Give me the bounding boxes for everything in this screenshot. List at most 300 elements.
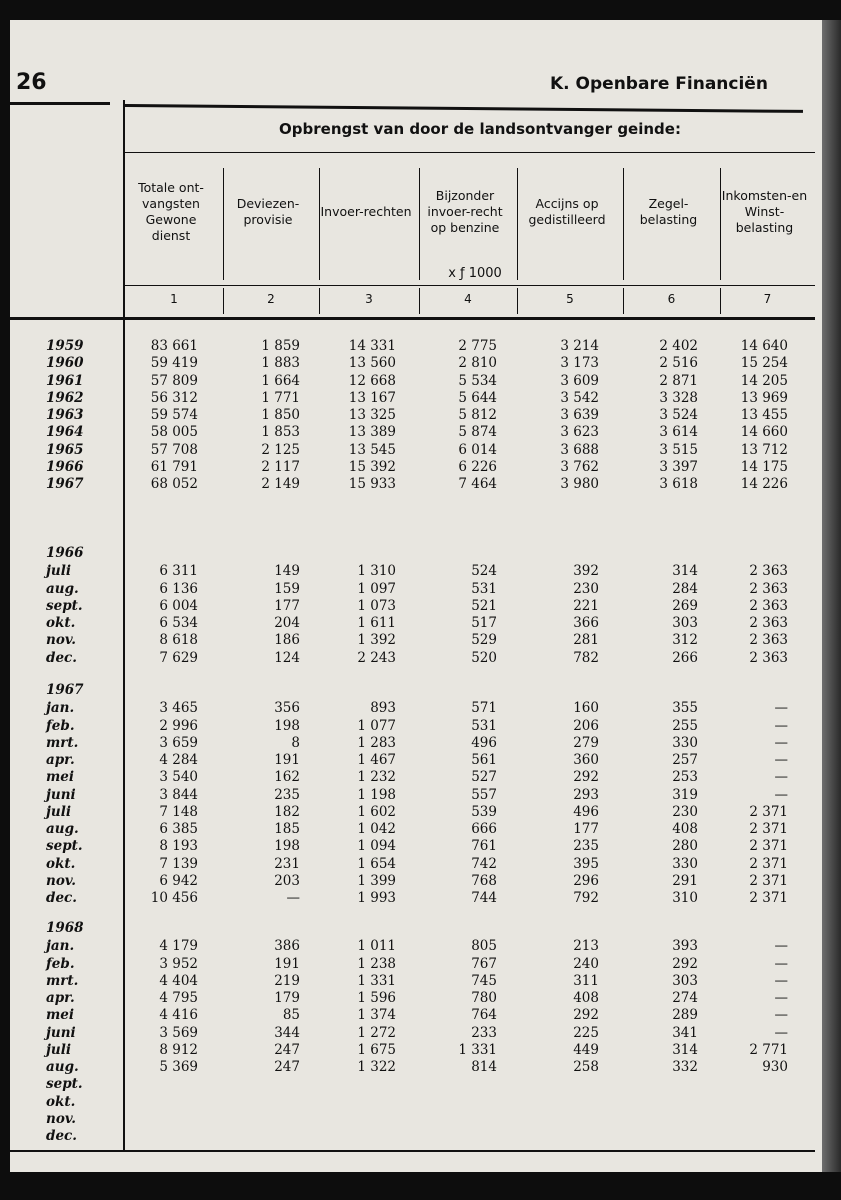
cell-col-1: 8 193 [159, 838, 198, 855]
table-row [10, 1076, 822, 1093]
cell-col-1: 10 456 [150, 890, 198, 906]
cell-col-6: 310 [672, 890, 698, 906]
cell-col-4: 6 014 [458, 441, 497, 458]
cell-col-6: 269 [672, 597, 698, 614]
column-number-divider [223, 288, 224, 314]
cell-col-7: 14 205 [740, 372, 788, 389]
cell-col-4: 814 [471, 1059, 497, 1075]
cell-col-4: 767 [471, 955, 497, 972]
table-row [10, 769, 822, 786]
cell-col-7: 2 363 [749, 615, 788, 631]
cell-col-2: 1 850 [261, 407, 300, 423]
row-label: apr. [46, 990, 75, 1006]
cell-col-3: 15 933 [348, 476, 396, 492]
cell-col-5: 281 [573, 632, 599, 649]
cell-col-2: 191 [274, 955, 300, 972]
top-rule-right [123, 104, 803, 113]
cell-col-6: 355 [672, 700, 698, 717]
cell-col-7: — [774, 955, 788, 972]
cell-col-7: — [774, 700, 788, 717]
row-label: apr. [46, 752, 75, 768]
row-label: juni [46, 786, 76, 803]
chapter-title: K. Openbare Financiën [550, 74, 768, 94]
cell-col-5: 3 623 [560, 424, 599, 441]
cell-col-6: 3 328 [659, 389, 698, 406]
cell-col-7: — [774, 1024, 788, 1041]
cell-col-3: 1 310 [357, 563, 396, 580]
cell-col-1: 4 404 [159, 972, 198, 989]
column-header-1: Totale ont-vangsten Gewone dienst [138, 180, 204, 243]
table-row [10, 787, 822, 804]
table-row [10, 615, 822, 632]
table-row [10, 598, 822, 615]
table-row [10, 338, 822, 355]
row-label: aug. [46, 821, 79, 837]
row-label: 1967 [46, 476, 84, 492]
cell-col-4: 5 812 [458, 407, 497, 423]
cell-col-1: 6 311 [159, 563, 198, 580]
cell-col-2: 1 883 [261, 355, 300, 372]
row-label: sept. [46, 838, 83, 855]
cell-col-1: 68 052 [150, 476, 198, 492]
row-label: 1960 [46, 355, 84, 372]
cell-col-3: 1 238 [357, 955, 396, 972]
cell-col-1: 83 661 [150, 338, 198, 354]
cell-col-6: 393 [672, 938, 698, 955]
cell-col-7: 2 371 [749, 855, 788, 872]
cell-col-1: 6 004 [159, 597, 198, 614]
cell-col-5: 177 [573, 821, 599, 837]
cell-col-4: 6 226 [458, 458, 497, 475]
cell-col-3: 1 596 [357, 990, 396, 1006]
cell-col-7: 2 371 [749, 872, 788, 889]
row-label: juli [46, 803, 71, 820]
table-row [10, 390, 822, 407]
table-row [10, 804, 822, 821]
cell-col-6: 2 402 [659, 338, 698, 354]
cell-col-6: 292 [672, 955, 698, 972]
column-number-divider [517, 288, 518, 314]
cell-col-4: 761 [471, 838, 497, 855]
cell-col-1: 59 419 [150, 355, 198, 372]
cell-col-1: 4 179 [159, 938, 198, 955]
row-label: okt. [46, 1093, 76, 1110]
cell-col-4: 5 534 [458, 372, 497, 389]
cell-col-2: 356 [274, 700, 300, 717]
cell-col-3: 1 602 [357, 803, 396, 820]
cell-col-3: 13 545 [348, 441, 396, 458]
cell-col-5: 230 [573, 580, 599, 597]
table-row [10, 407, 822, 424]
cell-col-5: 311 [573, 972, 599, 989]
cell-col-4: 7 464 [458, 476, 497, 492]
cell-col-7: 930 [762, 1059, 788, 1075]
column-number-4: 4 [464, 292, 472, 306]
row-label: jan. [46, 938, 75, 955]
cell-col-5: 258 [573, 1059, 599, 1075]
header-rule [125, 285, 815, 286]
cell-col-5: 206 [573, 717, 599, 734]
column-header-7: Inkomsten-en Winst-belasting [721, 188, 808, 235]
cell-col-2: 247 [274, 1041, 300, 1058]
cell-col-6: 303 [672, 972, 698, 989]
cell-col-1: 5 369 [159, 1059, 198, 1075]
table-row [10, 856, 822, 873]
cell-col-1: 2 996 [159, 717, 198, 734]
cell-col-5: 240 [573, 955, 599, 972]
table-row [10, 821, 822, 838]
cell-col-6: 253 [672, 769, 698, 786]
column-divider [223, 168, 224, 280]
cell-col-4: 527 [471, 769, 497, 786]
cell-col-6: 314 [672, 563, 698, 580]
cell-col-2: 191 [274, 752, 300, 768]
cell-col-1: 57 708 [150, 441, 198, 458]
column-divider [517, 168, 518, 280]
cell-col-5: 366 [573, 615, 599, 631]
cell-col-2: 85 [282, 1007, 300, 1024]
cell-col-6: 3 524 [659, 407, 698, 423]
cell-col-2: 198 [274, 717, 300, 734]
cell-col-2: 219 [274, 972, 300, 989]
year-group-label [10, 682, 822, 699]
column-header-2: Deviezen-provisie [236, 196, 300, 227]
row-label: dec. [46, 890, 77, 906]
cell-col-6: 312 [672, 632, 698, 649]
table-row [10, 373, 822, 390]
cell-col-6: 303 [672, 615, 698, 631]
row-label: sept. [46, 1076, 83, 1093]
cell-col-3: 1 198 [357, 786, 396, 803]
cell-col-2: 8 [291, 734, 300, 751]
cell-col-3: 1 675 [357, 1041, 396, 1058]
cell-col-4: 496 [471, 734, 497, 751]
cell-col-1: 58 005 [150, 424, 198, 441]
row-label: mei [46, 1007, 75, 1024]
cell-col-1: 3 569 [159, 1024, 198, 1041]
cell-col-3: 13 389 [348, 424, 396, 441]
cell-col-5: 296 [573, 872, 599, 889]
table-row [10, 890, 822, 907]
row-label: 1964 [46, 424, 84, 441]
cell-col-2: 124 [274, 649, 300, 666]
cell-col-3: 14 331 [348, 338, 396, 354]
cell-col-1: 7 148 [159, 803, 198, 820]
cell-col-5: 213 [573, 938, 599, 955]
cell-col-2: 198 [274, 838, 300, 855]
row-label: nov. [46, 872, 77, 889]
cell-col-4: 780 [471, 990, 497, 1006]
cell-col-6: 257 [672, 752, 698, 768]
cell-col-1: 59 574 [150, 407, 198, 423]
cell-col-5: 408 [573, 990, 599, 1006]
column-number-7: 7 [763, 292, 772, 306]
cell-col-4: 5 874 [458, 424, 497, 441]
table-row [10, 956, 822, 973]
row-label: nov. [46, 632, 77, 649]
column-divider [623, 168, 624, 280]
cell-col-6: 408 [672, 821, 698, 837]
cell-col-3: 1 011 [357, 938, 396, 955]
cell-col-3: 1 993 [357, 890, 396, 906]
cell-col-4: 2 810 [458, 355, 497, 372]
cell-col-4: 745 [471, 972, 497, 989]
cell-col-3: 1 283 [357, 734, 396, 751]
cell-col-3: 1 331 [357, 972, 396, 989]
table-row [10, 1111, 822, 1128]
cell-col-5: 293 [573, 786, 599, 803]
column-header-4: Bijzonder invoer-recht op benzine [427, 188, 503, 235]
table-row [10, 990, 822, 1007]
cell-col-3: 1 611 [357, 615, 396, 631]
row-label: 1966 [46, 458, 84, 475]
column-header-3: Invoer-rechten [320, 204, 412, 219]
cell-col-3: 1 392 [357, 632, 396, 649]
table-row [10, 476, 822, 493]
cell-col-2: 204 [274, 615, 300, 631]
cell-col-3: 1 232 [357, 769, 396, 786]
cell-col-3: 1 073 [357, 597, 396, 614]
cell-col-7: 2 371 [749, 803, 788, 820]
cell-col-6: 289 [672, 1007, 698, 1024]
cell-col-2: 1 771 [261, 389, 300, 406]
cell-col-4: 524 [471, 563, 497, 580]
table-row [10, 1128, 822, 1145]
cell-col-5: 160 [573, 700, 599, 717]
cell-col-5: 449 [573, 1041, 599, 1058]
cell-col-7: 14 660 [740, 424, 788, 441]
cell-col-3: 1 467 [357, 752, 396, 768]
cell-col-2: 149 [274, 563, 300, 580]
cell-col-7: — [774, 786, 788, 803]
cell-col-6: 230 [672, 803, 698, 820]
top-rule [10, 102, 110, 105]
table-row [10, 735, 822, 752]
row-label: aug. [46, 580, 79, 597]
cell-col-6: 314 [672, 1041, 698, 1058]
cell-col-1: 56 312 [150, 389, 198, 406]
row-label: 1962 [46, 389, 84, 406]
row-label: dec. [46, 649, 77, 666]
cell-col-6: 332 [672, 1059, 698, 1075]
cell-col-4: 517 [471, 615, 497, 631]
row-label: mrt. [46, 972, 79, 989]
main-header: Opbrengst van door de landsontvanger geinde: [279, 120, 681, 138]
cell-col-5: 3 609 [560, 372, 599, 389]
cell-col-1: 57 809 [150, 372, 198, 389]
cell-col-6: 284 [672, 580, 698, 597]
cell-col-1: 3 844 [159, 786, 198, 803]
cell-col-5: 292 [573, 769, 599, 786]
cell-col-2: 203 [274, 872, 300, 889]
column-number-3: 3 [365, 292, 373, 306]
cell-col-5: 235 [573, 838, 599, 855]
row-label: juli [46, 1041, 71, 1058]
cell-col-3: 1 042 [357, 821, 396, 837]
row-label: juni [46, 1024, 76, 1041]
cell-col-4: 1 331 [458, 1041, 497, 1058]
cell-col-6: 3 397 [659, 458, 698, 475]
row-label: okt. [46, 855, 76, 872]
column-number-divider [319, 288, 320, 314]
table-row [10, 873, 822, 890]
cell-col-1: 3 659 [159, 734, 198, 751]
cell-col-4: 744 [471, 890, 497, 906]
column-divider [319, 168, 320, 280]
cell-col-4: 666 [471, 821, 497, 837]
cell-col-5: 221 [573, 597, 599, 614]
cell-col-7: 14 175 [740, 458, 788, 475]
cell-col-7: 13 969 [740, 389, 788, 406]
table-row [10, 1059, 822, 1076]
cell-col-4: 531 [471, 580, 497, 597]
table-row [10, 581, 822, 598]
cell-col-2: 235 [274, 786, 300, 803]
table-row [10, 424, 822, 441]
cell-col-5: 3 980 [560, 476, 599, 492]
cell-col-2: 182 [274, 803, 300, 820]
cell-col-7: 2 363 [749, 580, 788, 597]
cell-col-6: 291 [672, 872, 698, 889]
column-number-1: 1 [170, 292, 178, 306]
column-number-rule [10, 317, 815, 320]
cell-col-4: 805 [471, 938, 497, 955]
cell-col-7: 2 363 [749, 597, 788, 614]
cell-col-7: 13 455 [740, 407, 788, 423]
year-label: 1968 [46, 920, 84, 936]
cell-col-6: 2 516 [659, 355, 698, 372]
column-divider [419, 168, 420, 280]
unit-label: x ƒ 1000 [448, 266, 502, 281]
cell-col-7: — [774, 769, 788, 786]
cell-col-5: 279 [573, 734, 599, 751]
cell-col-3: 1 094 [357, 838, 396, 855]
cell-col-2: 159 [274, 580, 300, 597]
cell-col-3: 12 668 [348, 372, 396, 389]
cell-col-1: 7 139 [159, 855, 198, 872]
column-header-6: Zegel-belasting [639, 196, 698, 227]
row-label: 1961 [46, 372, 84, 389]
year-label: 1967 [46, 682, 84, 698]
cell-col-5: 3 173 [560, 355, 599, 372]
cell-col-5: 3 762 [560, 458, 599, 475]
cell-col-7: — [774, 990, 788, 1006]
cell-col-2: 2 149 [261, 476, 300, 492]
row-label: feb. [46, 955, 75, 972]
cell-col-7: — [774, 1007, 788, 1024]
cell-col-1: 3 952 [159, 955, 198, 972]
year-group-label [10, 545, 822, 562]
cell-col-1: 8 912 [159, 1041, 198, 1058]
table-row [10, 563, 822, 580]
cell-col-4: 539 [471, 803, 497, 820]
column-number-divider [720, 288, 721, 314]
year-group-label [10, 920, 822, 937]
row-label: nov. [46, 1110, 77, 1127]
cell-col-1: 4 416 [159, 1007, 198, 1024]
cell-col-3: 15 392 [348, 458, 396, 475]
cell-col-7: — [774, 752, 788, 768]
cell-col-1: 61 791 [150, 458, 198, 475]
cell-col-6: 341 [672, 1024, 698, 1041]
column-divider [720, 168, 721, 280]
cell-col-2: 162 [274, 769, 300, 786]
row-label: aug. [46, 1059, 79, 1075]
cell-col-2: 177 [274, 597, 300, 614]
cell-col-4: 233 [471, 1024, 497, 1041]
cell-col-7: 15 254 [740, 355, 788, 372]
cell-col-2: 386 [274, 938, 300, 955]
cell-col-2: 179 [274, 990, 300, 1006]
cell-col-6: 280 [672, 838, 698, 855]
main-header-rule [125, 152, 815, 153]
cell-col-7: — [774, 717, 788, 734]
table-row [10, 838, 822, 855]
cell-col-3: 893 [370, 700, 396, 717]
cell-col-3: 1 322 [357, 1059, 396, 1075]
cell-col-7: 14 226 [740, 476, 788, 492]
page-number: 26 [16, 70, 47, 95]
cell-col-7: — [774, 972, 788, 989]
cell-col-1: 4 795 [159, 990, 198, 1006]
cell-col-1: 4 284 [159, 752, 198, 768]
cell-col-3: 1 374 [357, 1007, 396, 1024]
cell-col-2: 1 853 [261, 424, 300, 441]
cell-col-2: 2 125 [261, 441, 300, 458]
cell-col-2: 1 859 [261, 338, 300, 354]
table-row [10, 1042, 822, 1059]
cell-col-2: — [286, 890, 300, 906]
row-label: sept. [46, 597, 83, 614]
table-row [10, 752, 822, 769]
cell-col-1: 6 385 [159, 821, 198, 837]
cell-col-4: 531 [471, 717, 497, 734]
page-edge-shadow [822, 20, 841, 1172]
cell-col-7: 13 712 [740, 441, 788, 458]
table-row [10, 938, 822, 955]
cell-col-4: 521 [471, 597, 497, 614]
cell-col-4: 764 [471, 1007, 497, 1024]
cell-col-2: 231 [274, 855, 300, 872]
cell-col-7: 14 640 [740, 338, 788, 354]
table-row [10, 1007, 822, 1024]
cell-col-6: 2 871 [659, 372, 698, 389]
cell-col-6: 255 [672, 717, 698, 734]
cell-col-1: 3 465 [159, 700, 198, 717]
cell-col-3: 13 560 [348, 355, 396, 372]
cell-col-7: 2 771 [749, 1041, 788, 1058]
cell-col-4: 520 [471, 649, 497, 666]
column-header-5: Accijns op gedistilleerd [528, 196, 606, 227]
cell-col-1: 6 534 [159, 615, 198, 631]
cell-col-6: 319 [672, 786, 698, 803]
cell-col-4: 2 775 [458, 338, 497, 354]
column-number-divider [419, 288, 420, 314]
cell-col-3: 1 399 [357, 872, 396, 889]
row-label: dec. [46, 1128, 77, 1144]
cell-col-7: 2 371 [749, 890, 788, 906]
cell-col-7: 2 363 [749, 649, 788, 666]
cell-col-5: 360 [573, 752, 599, 768]
row-label: 1963 [46, 407, 84, 423]
table-row [10, 1094, 822, 1111]
table-row [10, 442, 822, 459]
cell-col-2: 247 [274, 1059, 300, 1075]
cell-col-4: 742 [471, 855, 497, 872]
row-label: mrt. [46, 734, 79, 751]
cell-col-3: 13 325 [348, 407, 396, 423]
cell-col-7: — [774, 734, 788, 751]
